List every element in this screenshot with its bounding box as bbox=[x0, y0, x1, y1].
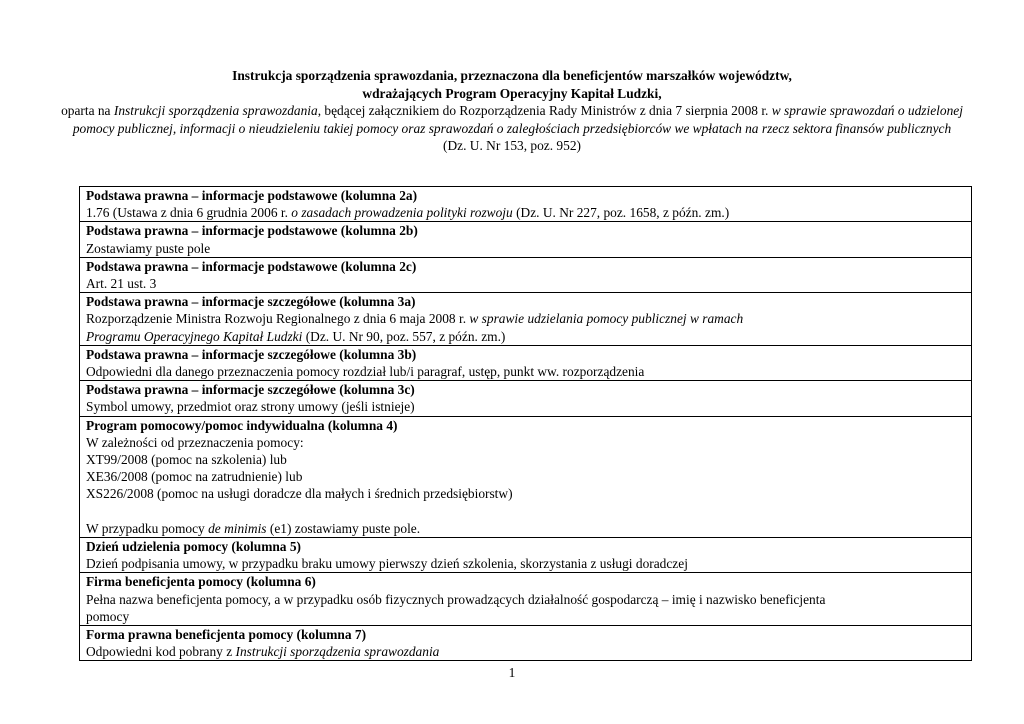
section-column-6 bbox=[80, 572, 971, 625]
text-part-italic: Instrukcji sporządzenia sprawozdania bbox=[235, 644, 440, 660]
section-heading: Podstawa prawna – informacje szczegółowe (kolumna 3b) bbox=[86, 346, 417, 362]
section-text: Zostawiamy puste pole bbox=[86, 240, 211, 256]
section-text bbox=[86, 328, 965, 345]
section-heading: Podstawa prawna – informacje szczegółowe (kolumna 3c) bbox=[86, 382, 415, 398]
page-number: 1 bbox=[508, 665, 516, 680]
header-text-e: (Dz. U. Nr 153, poz. 952) bbox=[443, 138, 581, 153]
section-column-3a bbox=[80, 292, 971, 345]
section-text: W zależności od przeznaczenia pomocy: bbox=[86, 434, 304, 450]
section-heading: Podstawa prawna – informacje podstawowe (kolumna 2a) bbox=[86, 188, 418, 203]
section-column-5 bbox=[80, 537, 971, 572]
section-column-2b bbox=[80, 221, 971, 256]
header-title-line-2: wdrażających Program Operacyjny Kapitał Ludzki, bbox=[362, 85, 662, 101]
section-text bbox=[86, 643, 965, 660]
section-column-2a bbox=[80, 187, 971, 221]
section-column-4 bbox=[80, 416, 971, 537]
text-part-italic: o zasadach prowadzenia polityki rozwoju bbox=[291, 205, 513, 221]
section-text: Art. 21 ust. 3 bbox=[86, 276, 157, 292]
section-text: XS226/2008 (pomoc na usługi doradcze dla małych i średnich przedsiębiorstw) bbox=[86, 486, 513, 502]
section-heading: Dzień udzielenia pomocy (kolumna 5) bbox=[86, 539, 301, 555]
header-text-b: Instrukcji sporządzenia sprawozdania bbox=[113, 103, 318, 118]
section-heading: Podstawa prawna – informacje podstawowe (kolumna 2c) bbox=[86, 258, 417, 274]
section-text: Pełna nazwa beneficjenta pomocy, a w przypadku osób fizycznych prowadzących działalność gospodarczą – imię i nazwisko beneficjenta bbox=[86, 591, 826, 607]
section-text: XT99/2008 (pomoc na szkolenia) lub bbox=[86, 452, 287, 468]
text-part: Rozporządzenie Ministra Rozwoju Regionalnego z dnia 6 maja 2008 r. bbox=[86, 311, 470, 327]
text-part: (Dz. U. Nr 227, poz. 1658, z późn. zm.) bbox=[512, 205, 730, 221]
section-column-3b bbox=[80, 345, 971, 380]
document-header bbox=[60, 67, 964, 155]
header-text-c: , będącej załącznikiem do Rozporządzenia Rady Ministrów z dnia 7 sierpnia 2008 r. bbox=[317, 103, 772, 118]
header-paragraph bbox=[61, 103, 963, 153]
blank-line bbox=[86, 503, 965, 520]
instructions-table bbox=[79, 186, 972, 661]
section-text bbox=[86, 520, 965, 537]
section-heading: Firma beneficjenta pomocy (kolumna 6) bbox=[86, 574, 316, 590]
text-part-italic: Programu Operacyjnego Kapitał Ludzki bbox=[86, 328, 303, 344]
text-part-italic: w sprawie udzielania pomocy publicznej w ramach bbox=[469, 311, 744, 327]
text-part-italic: de minimis bbox=[208, 520, 267, 536]
section-text: Odpowiedni dla danego przeznaczenia pomocy rozdział lub/i paragraf, ustęp, punkt ww. rozporządzenia bbox=[86, 364, 645, 380]
text-part: (Dz. U. Nr 90, poz. 557, z późn. zm.) bbox=[302, 328, 506, 344]
section-column-2c bbox=[80, 257, 971, 292]
section-text: Symbol umowy, przedmiot oraz strony umowy (jeśli istnieje) bbox=[86, 399, 415, 415]
section-heading: Podstawa prawna – informacje podstawowe (kolumna 2b) bbox=[86, 223, 418, 239]
section-text: pomocy bbox=[86, 608, 130, 624]
header-text-a: oparta na bbox=[61, 103, 114, 118]
section-heading: Podstawa prawna – informacje szczegółowe (kolumna 3a) bbox=[86, 294, 416, 310]
section-heading: Program pomocowy/pomoc indywidualna (kolumna 4) bbox=[86, 417, 398, 433]
text-part: Odpowiedni kod pobrany z bbox=[86, 644, 236, 660]
section-column-3c bbox=[80, 380, 971, 415]
section-text bbox=[86, 204, 965, 221]
section-text: XE36/2008 (pomoc na zatrudnienie) lub bbox=[86, 469, 303, 485]
text-part: 1.76 (Ustawa z dnia 6 grudnia 2006 r. bbox=[86, 205, 292, 221]
header-title-line-1: Instrukcja sporządzenia sprawozdania, przeznaczona dla beneficjentów marszałków województw, bbox=[232, 68, 792, 83]
section-heading: Forma prawna beneficjenta pomocy (kolumna 7) bbox=[86, 627, 367, 643]
header-text-d: w sprawie sprawozdań o udzielonej pomocy publicznej, informacji o nieudzieleniu takiej pomocy oraz sprawozdań o zaległościach przedsiębiorców we wpłatach na rzecz sektora finansów publicznych bbox=[72, 103, 963, 136]
text-part: W przypadku pomocy bbox=[86, 520, 209, 536]
text-part: (e1) zostawiamy puste pole. bbox=[266, 520, 421, 536]
section-text: Dzień podpisania umowy, w przypadku braku umowy pierwszy dzień szkolenia, skorzystania z usługi doradczej bbox=[86, 556, 688, 572]
section-column-7 bbox=[80, 625, 971, 660]
section-text bbox=[86, 310, 965, 327]
